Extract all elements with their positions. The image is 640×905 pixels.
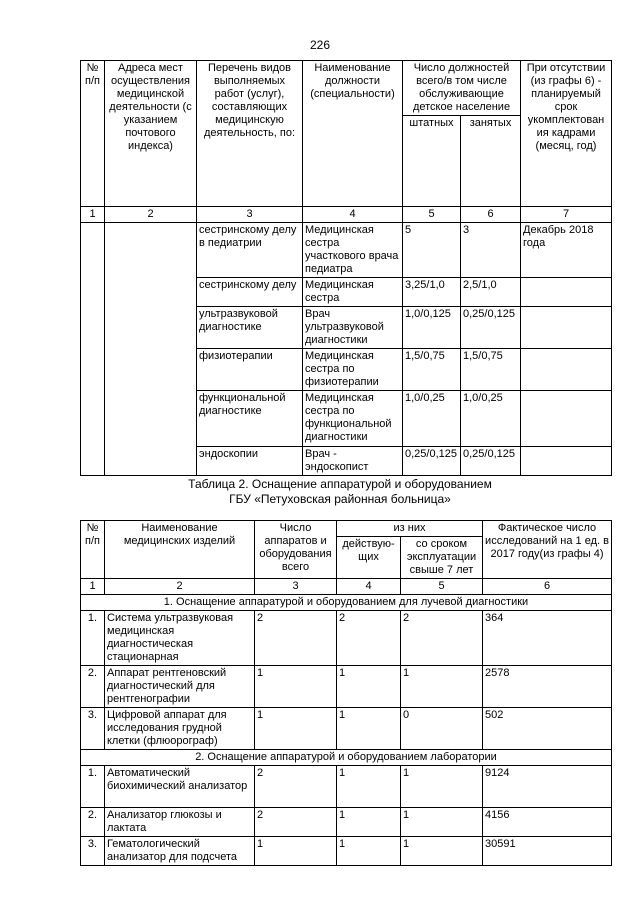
- plan-cell: [521, 278, 612, 307]
- table-row: [81, 666, 612, 708]
- over7-cell: 2: [401, 611, 483, 666]
- col-number: 6: [461, 207, 521, 223]
- col-number: 4: [303, 207, 403, 223]
- work-cell: ультразвуковой диагностике: [197, 307, 303, 349]
- col-number: 5: [403, 207, 461, 223]
- empty-cell: [81, 223, 105, 476]
- position-cell: Врач - эндоскопист: [303, 447, 403, 476]
- num-cell: 1.: [81, 611, 105, 666]
- col-number: 2: [105, 207, 197, 223]
- column-number-row: [81, 207, 612, 223]
- over7-cell: 1: [401, 766, 483, 808]
- work-cell: сестринскому делу в педиатрии: [197, 223, 303, 278]
- plan-cell: [521, 307, 612, 349]
- position-cell: Медицинская сестра по функциональной диагностики: [303, 391, 403, 447]
- num-cell: 2.: [81, 666, 105, 708]
- col-number: 1: [81, 579, 105, 595]
- header-of-them: из них: [337, 521, 483, 537]
- empty-cell: [105, 223, 197, 476]
- working-cell: 1: [337, 708, 401, 750]
- section-heading: 1. Оснащение аппаратурой и оборудованием для лучевой диагностики: [81, 595, 612, 611]
- staff-cell: 5: [403, 223, 461, 278]
- total-cell: 2: [255, 766, 337, 808]
- table2-title: [120, 477, 560, 507]
- table-row: [81, 611, 612, 666]
- name-cell: Гематологический анализатор для подсчета: [105, 837, 255, 866]
- staff-cell: 1,0/0,125: [403, 307, 461, 349]
- work-cell: физиотерапии: [197, 349, 303, 391]
- header-absence: При отсутствии (из графы 6) - планируемый срок укомплектован ия кадрами (месяц, год): [521, 61, 612, 207]
- col-number: 5: [401, 579, 483, 595]
- staff-cell: 0,25/0,125: [403, 447, 461, 476]
- table-row: [81, 708, 612, 750]
- work-cell: сестринскому делу: [197, 278, 303, 307]
- plan-cell: [521, 391, 612, 447]
- plan-cell: [521, 349, 612, 391]
- section-heading: 2. Оснащение аппаратурой и оборудованием лаборатории: [81, 750, 612, 766]
- total-cell: 1: [255, 666, 337, 708]
- col-number: 2: [105, 579, 255, 595]
- occupied-cell: 1,0/0,25: [461, 391, 521, 447]
- name-cell: Анализатор глюкозы и лактата: [105, 808, 255, 837]
- col-number: 1: [81, 207, 105, 223]
- header-position: Наименование должности (специальности): [303, 61, 403, 207]
- num-cell: 3.: [81, 837, 105, 866]
- table-row: [81, 766, 612, 808]
- plan-cell: [521, 447, 612, 476]
- header-num: № п/п: [81, 61, 105, 207]
- header-actual: Фактическое число исследований на 1 ед. в 2017 году(из графы 4): [483, 521, 612, 579]
- header-working: действую-щих: [337, 537, 401, 579]
- occupied-cell: 2,5/1,0: [461, 278, 521, 307]
- header-name: Наименование медицинских изделий: [105, 521, 255, 579]
- total-cell: 1: [255, 837, 337, 866]
- over7-cell: 1: [401, 837, 483, 866]
- occupied-cell: 1,5/0,75: [461, 349, 521, 391]
- page-number: 226: [309, 38, 331, 52]
- num-cell: 2.: [81, 808, 105, 837]
- header-num: № п/п: [81, 521, 105, 579]
- actual-cell: 364: [483, 611, 612, 666]
- col-number: 3: [255, 579, 337, 595]
- occupied-cell: 3: [461, 223, 521, 278]
- name-cell: Автоматический биохимический анализатор: [105, 766, 255, 808]
- table2-title-line1: Таблица 2. Оснащение аппаратурой и оборудованием: [188, 477, 492, 491]
- total-cell: 1: [255, 708, 337, 750]
- actual-cell: 9124: [483, 766, 612, 808]
- name-cell: Система ультразвуковая медицинская диагностическая стационарная: [105, 611, 255, 666]
- column-number-row: [81, 579, 612, 595]
- header-occupied: занятых: [461, 116, 521, 207]
- num-cell: 3.: [81, 708, 105, 750]
- table-row: [81, 808, 612, 837]
- working-cell: 1: [337, 808, 401, 837]
- table-row: [81, 837, 612, 866]
- header-over7: со сроком эксплуатации свыше 7 лет: [401, 537, 483, 579]
- work-cell: функциональной диагностике: [197, 391, 303, 447]
- table-row: [81, 223, 612, 278]
- actual-cell: 30591: [483, 837, 612, 866]
- over7-cell: 1: [401, 666, 483, 708]
- position-cell: Медицинская сестра по физиотерапии: [303, 349, 403, 391]
- header-count-group: Число должностей всего/в том числе обслуживающие детское население: [403, 61, 521, 116]
- equipment-table: [80, 520, 612, 866]
- actual-cell: 2578: [483, 666, 612, 708]
- num-cell: 1.: [81, 766, 105, 808]
- over7-cell: 1: [401, 808, 483, 837]
- working-cell: 1: [337, 666, 401, 708]
- total-cell: 2: [255, 808, 337, 837]
- col-number: 3: [197, 207, 303, 223]
- header-total: Число аппаратов и оборудования всего: [255, 521, 337, 579]
- staff-table: [80, 60, 612, 476]
- work-cell: эндоскопии: [197, 447, 303, 476]
- header-staff: штатных: [403, 116, 461, 207]
- name-cell: Цифровой аппарат для исследования грудной клетки (флюорограф): [105, 708, 255, 750]
- plan-cell: Декабрь 2018 года: [521, 223, 612, 278]
- working-cell: 1: [337, 766, 401, 808]
- working-cell: 1: [337, 837, 401, 866]
- actual-cell: 4156: [483, 808, 612, 837]
- table2-title-line2: ГБУ «Петуховская районная больница»: [229, 492, 451, 506]
- header-works: Перечень видов выполняемых работ (услуг), составляющих медицинскую деятельность, по:: [197, 61, 303, 207]
- actual-cell: 502: [483, 708, 612, 750]
- staff-cell: 3,25/1,0: [403, 278, 461, 307]
- position-cell: Врач ультразвуковой диагностики: [303, 307, 403, 349]
- working-cell: 2: [337, 611, 401, 666]
- staff-cell: 1,0/0,25: [403, 391, 461, 447]
- header-address: Адреса мест осуществления медицинской деятельности (с указанием почтового индекса): [105, 61, 197, 207]
- name-cell: Аппарат рентгеновский диагностический для рентгенографии: [105, 666, 255, 708]
- staff-cell: 1,5/0,75: [403, 349, 461, 391]
- total-cell: 2: [255, 611, 337, 666]
- occupied-cell: 0,25/0,125: [461, 447, 521, 476]
- col-number: 6: [483, 579, 612, 595]
- col-number: 4: [337, 579, 401, 595]
- col-number: 7: [521, 207, 612, 223]
- position-cell: Медицинская сестра участкового врача педиатра: [303, 223, 403, 278]
- position-cell: Медицинская сестра: [303, 278, 403, 307]
- occupied-cell: 0,25/0,125: [461, 307, 521, 349]
- over7-cell: 0: [401, 708, 483, 750]
